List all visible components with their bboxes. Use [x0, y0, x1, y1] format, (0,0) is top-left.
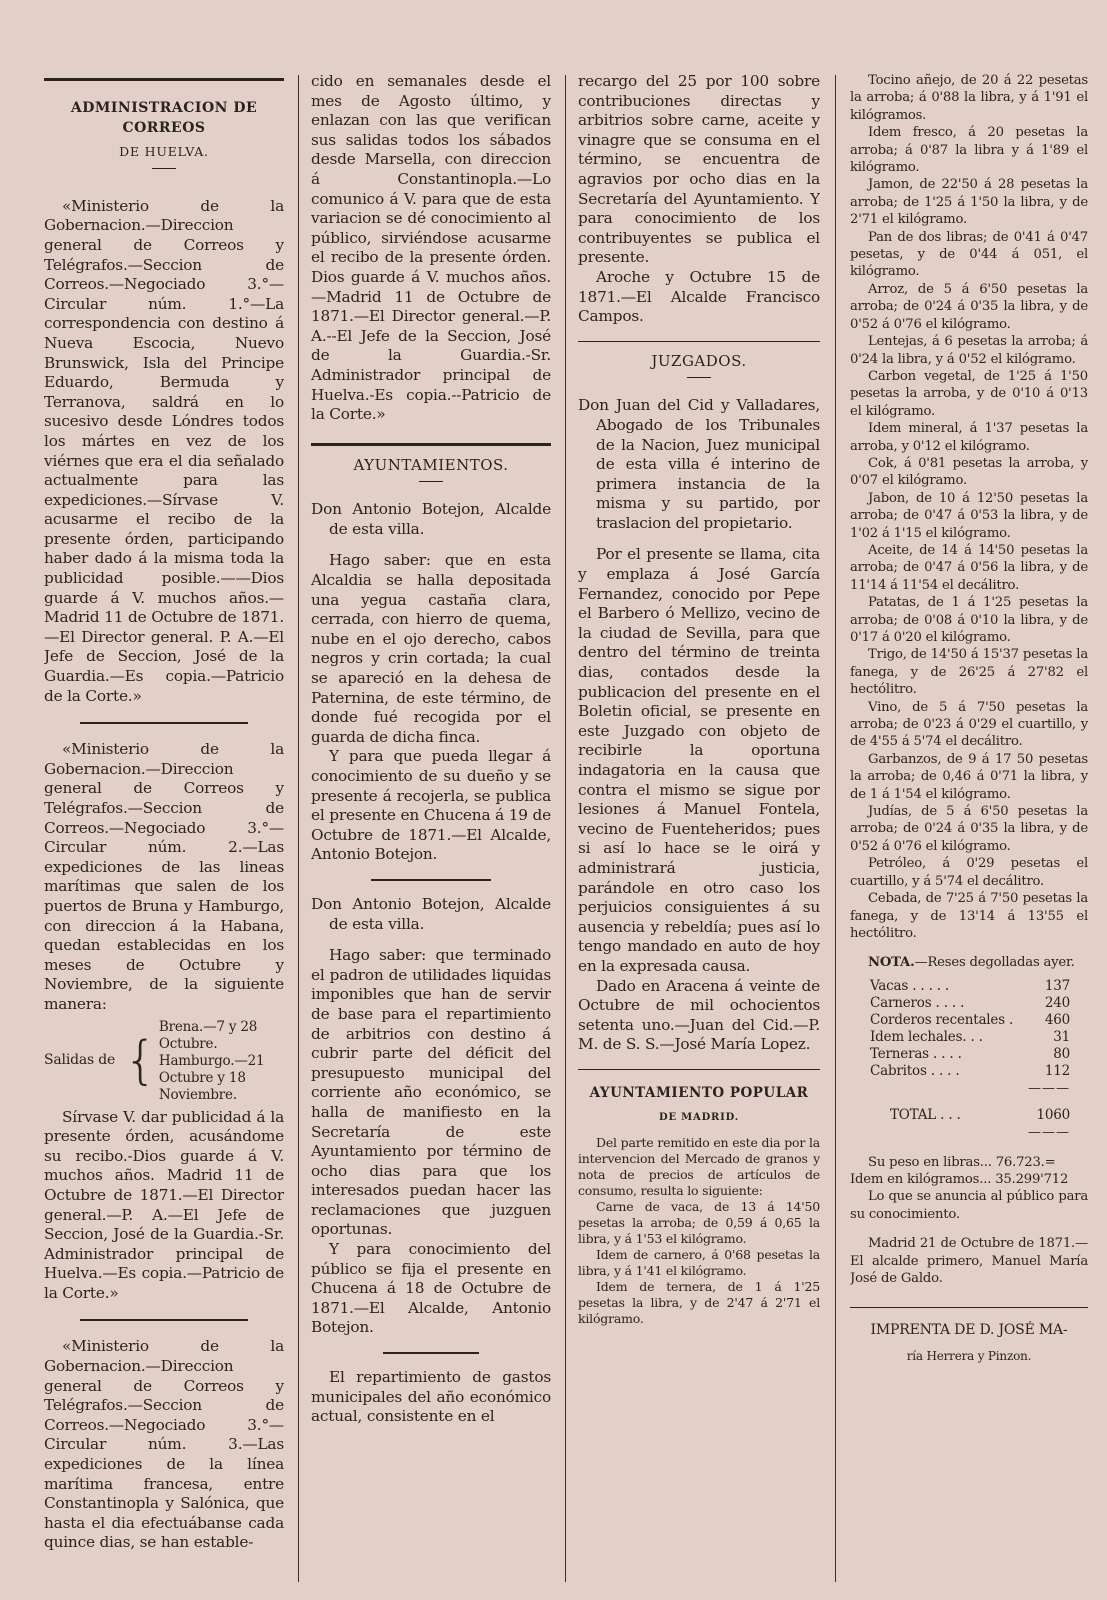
price-item: Jamon, de 22'50 á 28 pesetas la arroba; de 1'25 á 1'50 la libra, y de 2'71 el kilógramo. [850, 177, 1088, 228]
price-item: Carne de vaca, de 13 á 14'50 pesetas la arroba; de 0,59 á 0,65 la libra, y á 1'53 el kilógramo. [578, 1199, 820, 1247]
notice-2-closing: Y para conocimiento del público se fija el presente en Chucena á 18 de Octubre de 1871.—El Alcalde, Antonio Botejon. [311, 1240, 551, 1337]
table-row [870, 1012, 1070, 1029]
separator [578, 341, 820, 342]
notice-3-continued: recargo del 25 por 100 sobre contribuciones directas y arbitrios sobre carne, aceite y vinagre que se consuma en el término, se encuentra de agravios por ocho dias en la Secretaría del Ayuntamiento. Y para conocimiento de los contribuyentes se publica el presente. [578, 72, 820, 267]
row-name: Vacas [870, 977, 909, 994]
reses-table [870, 978, 1070, 1097]
circular-3-continued: cido en semanales desde el mes de Agosto último, y enlazan con las que verifican sus salidas todos los sábados desde Marsella, con direccion á Constantinopla.—Lo comunico á V. para que de esta variacion se dé conocimiento al público, sirviéndose acusarme el recibo de la presente órden. Dios guarde á V. muchos años.—Madrid 11 de Octubre de 1871.—El Director general.—P. A.--El Jefe de la Seccion, José de la Guardia.-Sr. Administrador principal de Huelva.-Es copia.--Patricio de la Corte.» [311, 72, 551, 424]
row-dots: . [1009, 1011, 1014, 1028]
row-dots: . . [970, 1028, 983, 1045]
section-subtitle: DE HUELVA. [119, 144, 209, 160]
total-value: 1060 [1036, 1106, 1070, 1123]
row-value: 80 [1053, 1045, 1070, 1062]
circular-2: «Ministerio de la Gobernacion.—Direccion general de Correos y Telégrafos.—Seccion de Correos.—Negociado 3.°—Circular núm. 2.—Las expediciones de las lineas marítimas que salen de los puertos de Bruna y Hamburgo, con direccion á la Habana, quedan establecidas en los meses de Octubre y Noviembre, de la siguiente manera: [44, 740, 284, 1013]
brace-icon: { [124, 1031, 157, 1092]
price-item: Idem de carnero, á 0'68 pesetas la libra, y á 1'41 el kilógramo. [578, 1247, 820, 1279]
price-item: Garbanzos, de 9 á 17 50 pesetas la arroba; de 0,46 á 0'71 la libra, y de 1 á 1'54 el kilógramo. [850, 751, 1088, 802]
separator [152, 168, 176, 169]
price-item: Arroz, de 5 á 6'50 pesetas la arroba; de 0'24 á 0'35 la libra, y de 0'52 á 0'76 el kilógramo. [850, 281, 1088, 332]
nota-line [850, 954, 1088, 971]
column-rule [565, 75, 566, 1582]
salidas-brena: Brena.—7 y 28 Octubre. [158, 1018, 258, 1052]
juzgado-body: Por el presente se llama, cita y emplaza á José García Fernandez, conocido por Pepe el Barbero ó Mellizo, vecino de la ciudad de Sevilla, para que dentro del término de treinta dias, contados desde la publicacion del presente en el Boletin oficial, se presente en este Juzgado con objeto de recibirle la oportuna indagatoria en la causa que contra el mismo se sigue por lesiones á Manuel Fontela, vecino de Fuenteheridos; pues si así lo hace se le oirá y administrará justicia, parándole en otro caso los perjuicios consiguientes á su ausencia y rebeldía; pues así lo tengo mandado en auto de hoy en la expresada causa. [578, 545, 820, 975]
column-rule [835, 75, 836, 1582]
row-value: 137 [1044, 977, 1070, 994]
price-item: Pan de dos libras; de 0'41 á 0'47 pesetas, y de 0'44 á 051, el kilógramo. [850, 229, 1088, 280]
column-3 [578, 72, 820, 1570]
nota-label: NOTA. [868, 955, 915, 971]
nota-text: —Reses degolladas ayer. [914, 955, 1075, 971]
separator [419, 481, 443, 482]
salidas-hamburgo: Hamburgo.—21 Octubre y 18 Noviembre. [158, 1052, 265, 1103]
separator [687, 377, 711, 378]
row-value: 31 [1053, 1028, 1070, 1045]
peso-libras: Su peso en libras... 76.723.= [868, 1154, 1056, 1170]
dash-rule: ——— [1028, 1125, 1070, 1141]
juzgado-heading: Don Juan del Cid y Valladares, Abogado de los Tribunales de la Nacion, Juez municipal de esta villa é interino de primera instancia de la misma y su partido, por traslacion del propietario. [578, 396, 820, 532]
column-4 [850, 72, 1088, 1570]
price-item: Idem mineral, á 1'37 pesetas la arroba, y 0'12 el kilógramo. [850, 421, 1088, 454]
price-item: Idem fresco, á 20 pesetas la arroba; á 0'87 la libra y á 1'89 el kilógramo. [850, 125, 1088, 176]
separator [383, 1352, 479, 1354]
row-value: 240 [1044, 994, 1070, 1011]
row-value: 460 [1044, 1011, 1070, 1028]
price-item: Carbon vegetal, de 1'25 á 1'50 pesetas la arroba, y de 0'10 á 0'13 el kilógramo. [850, 368, 1088, 419]
price-item: Tocino añejo, de 20 á 22 pesetas la arroba; á 0'88 la libra, y á 1'91 el kilógramos. [850, 73, 1088, 123]
juzgado-closing: Dado en Aracena á veinte de Octubre de mil ochocientos setenta uno.—Juan del Cid.—P. M. de S. S.—José María Lopez. [578, 976, 820, 1054]
row-dots: . . . . . [912, 977, 950, 994]
row-value: 112 [1044, 1062, 1070, 1079]
separator [850, 1307, 1088, 1308]
peso-kilogramos: Idem en kilógramos... 35.299'712 [850, 1171, 1069, 1187]
table-row [870, 978, 1070, 995]
price-item: Trigo, de 14'50 á 15'37 pesetas la fanega, y de 26'25 á 27'82 el hectólitro. [850, 647, 1088, 698]
separator [578, 1069, 820, 1070]
row-dots: . . . . [930, 1062, 960, 1079]
price-item: Petróleo, á 0'29 pesetas el cuartillo, y á 5'74 el decálitro. [850, 856, 1088, 889]
notice-1-body: Hago saber: que en esta Alcaldia se halla depositada una yegua castaña clara, cerrada, con hierro de quema, nube en el ojo derecho, cabos negros y crin cortada; la cual se apareció en la dehesa de Paternina, de este término, de donde fué recogida por el guarda de dicha finca. [311, 551, 551, 746]
section-title: AYUNTAMIENTOS. [353, 455, 509, 474]
dash-rule: ——— [1028, 1080, 1070, 1096]
notice-3-signature: Aroche y Octubre 15 de 1871.—El Alcalde Francisco Campos. [578, 267, 820, 326]
price-item: Judías, de 5 á 6'50 pesetas la arroba; de 0'24 á 0'35 la libra, y de 0'52 á 0'76 el kilógramo. [850, 804, 1088, 854]
madrid-signature: Madrid 21 de Octubre de 1871.—El alcalde primero, Manuel María José de Galdo. [850, 1236, 1088, 1286]
imprenta-line-1: IMPRENTA DE D. JOSÉ MA- [870, 1322, 1068, 1339]
row-name: Cabritos [870, 1062, 927, 1079]
column-2 [311, 72, 551, 1570]
notice-1-heading: Don Antonio Botejon, Alcalde de esta villa. [311, 500, 551, 538]
notice-2-body: Hago saber: que terminado el padron de utilidades liquidas imponibles que han de servir de base para el repartimiento de arbitrios con destino á cubrir parte del déficit del presupuesto municipal del corriente año económico, se halla de manifiesto en la Secretaría de este Ayuntamiento por término de ocho dias para que los interesados puedan hacer las reclamaciones que juzguen oportunas. [311, 946, 551, 1239]
section-rule [311, 443, 551, 446]
circular-3: «Ministerio de la Gobernacion.—Direccion general de Correos y Telégrafos.—Seccion de Correos.—Negociado 3.°—Circular núm. 3.—Las expediciones de la línea marítima francesa, entre Constantinopla y Salónica, que hasta el dia efectuábanse cada quince dias, se han estable- [44, 1337, 284, 1552]
circular-2-closing: Sírvase V. dar publicidad á la presente órden, acusándome su recibo.-Dios guarde á V. muchos años. Madrid 11 de Octubre de 1871.—El Director general.—P. A.—El Jefe de Seccion, José de la Guardia.-Sr. Administrador principal de Huelva.—Es copia.—Patricio de la Corte.» [44, 1107, 284, 1302]
row-dots: . . . . [933, 1045, 962, 1062]
separator [80, 722, 248, 724]
price-item: Idem de ternera, de 1 á 1'25 pesetas la libra, y de 2'47 á 2'71 el kilógramo. [578, 1279, 820, 1327]
row-name: Corderos recentales [870, 1011, 1005, 1028]
anuncio-note: Lo que se anuncia al público para su conocimiento. [850, 1189, 1088, 1222]
notice-1-closing: Y para que pueda llegar á conocimiento de su dueño y se presente á recojerla, se publica el presente en Chucena á 19 de Octubre de 1871.—El Alcalde, Antonio Botejon. [311, 747, 551, 864]
price-item: Patatas, de 1 á 1'25 pesetas la arroba; de 0'08 á 0'10 la libra, y de 0'17 á 0'20 el kilógramo. [850, 595, 1088, 645]
circular-1: «Ministerio de la Gobernacion.—Direccion general de Correos y Telégrafos.—Seccion de Correos.—Negociado 3.°—Circular núm. 1.°—La correspondencia con destino á Nueva Escocia, Nuevo Brunswick, Isla del Principe Eduardo, Bermuda y Terranova, saldrá en lo sucesivo desde Lóndres todos los mártes en vez de los viérnes que era el dia señalado actualmente para las expediciones.—Sírvase V. acusarme el recibo de la presente órden, participando haber dado á la misma toda la publicidad posible.——Dios guarde á V. muchos años.—Madrid 11 de Octubre de 1871.—El Director general. P. A.—El Jefe de Seccion, José de la Guardia.—Es copia.—Patricio de la Corte.» [44, 196, 284, 705]
table-row [870, 995, 1070, 1012]
salidas-block [44, 1019, 284, 1104]
column-rule [298, 75, 299, 1582]
price-item: Jabon, de 10 á 12'50 pesetas la arroba; de 0'47 á 0'53 la libra, y de 1'02 á 1'15 el kilógramo. [850, 490, 1088, 541]
row-dots: . . . . [935, 994, 965, 1011]
salidas-label: Salidas de [44, 1052, 116, 1069]
row-name: Carneros [870, 994, 932, 1011]
section-title: AYUNTAMIENTO POPULAR [589, 1084, 809, 1101]
table-row [870, 1063, 1070, 1080]
section-subtitle: DE MADRID. [658, 1111, 740, 1123]
table-row [870, 1029, 1070, 1046]
column-1 [44, 72, 284, 1570]
imprenta-line-2: ría Herrera y Pinzon. [906, 1348, 1032, 1363]
separator [80, 1319, 248, 1321]
row-name: Idem lechales. [870, 1028, 967, 1045]
section-title: ADMINISTRACION DE CORREOS [70, 100, 258, 136]
table-row [870, 1046, 1070, 1063]
notice-3-body: El repartimiento de gastos municipales del año económico actual, consistente en el [311, 1368, 551, 1426]
section-title: JUZGADOS. [651, 351, 747, 370]
separator [371, 879, 491, 881]
row-name: Terneras [870, 1045, 929, 1062]
total-row [890, 1107, 1070, 1124]
total-label: TOTAL . . . [890, 1106, 961, 1123]
price-item: Aceite, de 14 á 14'50 pesetas la arroba; de 0'47 á 0'56 la libra, y de 11'14 á 11'54 el decálitro. [850, 542, 1088, 593]
notice-2-heading: Don Antonio Botejon, Alcalde de esta villa. [311, 894, 551, 933]
price-item: Cebada, de 7'25 á 7'50 pesetas la fanega, y de 13'14 á 13'55 el hectólitro. [850, 891, 1088, 941]
top-rule [44, 78, 284, 81]
price-item: Cok, á 0'81 pesetas la arroba, y 0'07 el kilógramo. [850, 455, 1088, 489]
price-item: Lentejas, á 6 pesetas la arroba; á 0'24 la libra, y á 0'52 el kilógramo. [850, 334, 1088, 367]
price-item: Vino, de 5 á 7'50 pesetas la arroba; de 0'23 á 0'29 el cuartillo, y de 4'55 á 5'74 el decálitro. [850, 699, 1088, 750]
mercado-intro: Del parte remitido en este dia por la intervencion del Mercado de granos y nota de precios de artículos de consumo, resulta lo siguiente: [578, 1135, 820, 1199]
